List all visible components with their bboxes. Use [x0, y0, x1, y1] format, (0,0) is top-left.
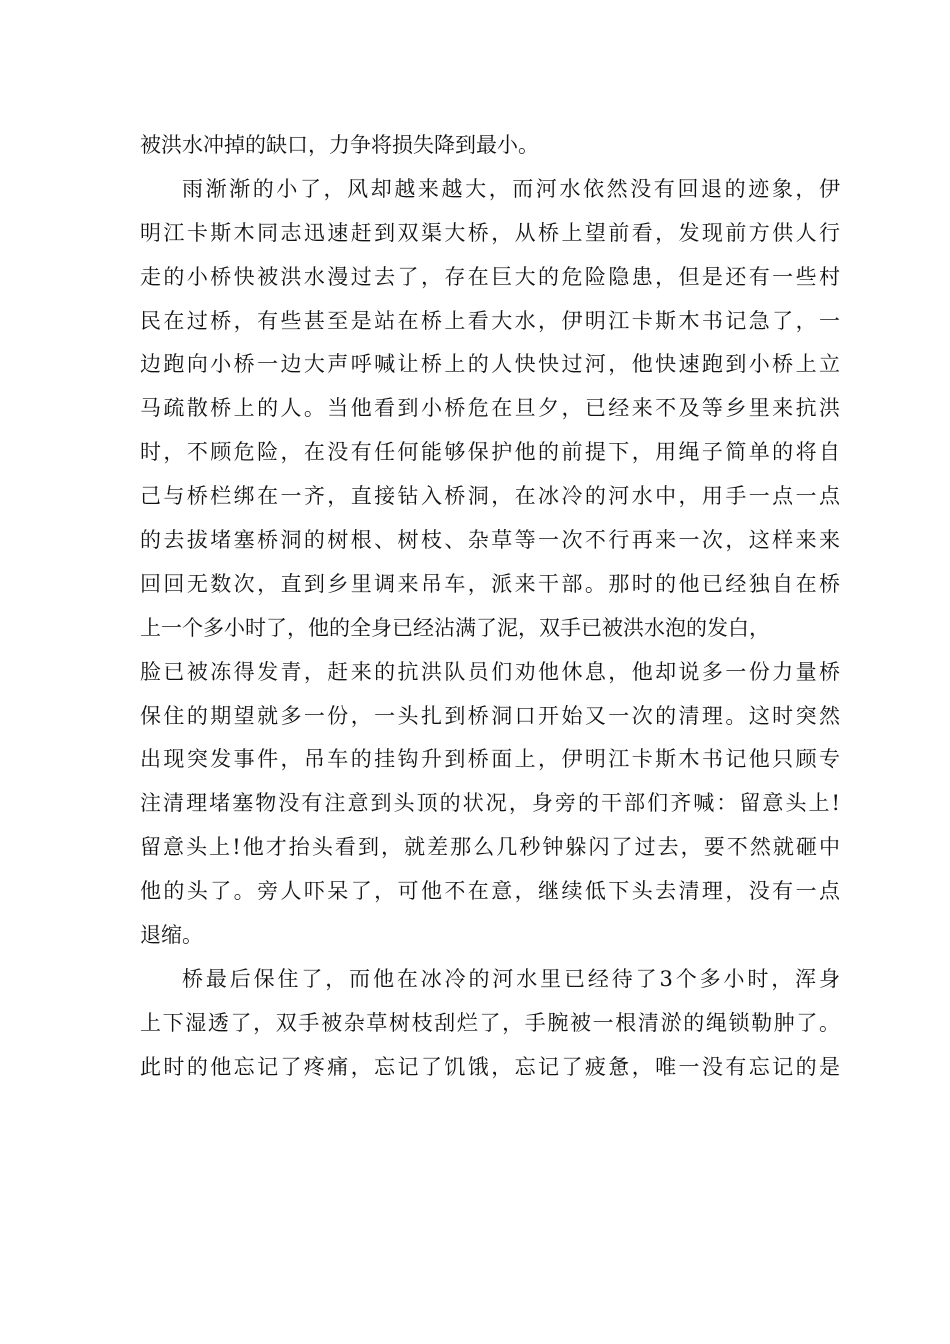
text-line: 民在过桥，有些甚至是站在桥上看大水，伊明江卡斯木书记急了，一: [140, 308, 840, 333]
text-line: 注清理堵塞物没有注意到头顶的状况，身旁的干部们齐喊：留意头上!: [140, 791, 840, 816]
text-line: 留意头上!他才抬头看到，就差那么几秒钟躲闪了过去，要不然就砸中: [140, 835, 840, 860]
text-line: 此时的他忘记了疼痛，忘记了饥饿，忘记了疲惫，唯一没有忘记的是: [140, 1054, 840, 1079]
text-line: 边跑向小桥一边大声呼喊让桥上的人快快过河，他快速跑到小桥上立: [140, 352, 840, 377]
text-line: 回回无数次，直到乡里调来吊车，派来干部。那时的他已经独自在桥: [140, 571, 840, 596]
text-line: 上下湿透了，双手被杂草树枝刮烂了，手腕被一根清淤的绳锁勒肿了。: [140, 1010, 840, 1035]
text-line: 时，不顾危险，在没有任何能够保护他的前提下，用绳子简单的将自: [140, 440, 840, 465]
text-line: 他的头了。旁人吓呆了，可他不在意，继续低下头去清理，没有一点: [140, 879, 840, 904]
text-line: 被洪水冲掉的缺口，力争将损失降到最小。: [140, 133, 539, 157]
paragraph-start-line: 雨渐渐的小了，风却越来越大，而河水依然没有回退的迹象，伊: [182, 176, 840, 201]
text-line: 明江卡斯木同志迅速赶到双渠大桥，从桥上望前看，发现前方供人行: [140, 220, 840, 245]
text-line: 脸已被冻得发青，赶来的抗洪队员们劝他休息，他却说多一份力量桥: [140, 659, 840, 684]
text-line: 的去拔堵塞桥洞的树根、树枝、杂草等一次不行再来一次，这样来来: [140, 528, 840, 553]
paragraph-start-line: 桥最后保住了，而他在冰冷的河水里已经待了3个多小时，浑身: [182, 966, 840, 991]
text-line: 出现突发事件，吊车的挂钩升到桥面上，伊明江卡斯木书记他只顾专: [140, 747, 840, 772]
text-line: 马疏散桥上的人。当他看到小桥危在旦夕，已经来不及等乡里来抗洪: [140, 396, 840, 421]
text-line: 上一个多小时了，他的全身已经沾满了泥，双手已被洪水泡的发白，: [140, 615, 770, 640]
text-line: 走的小桥快被洪水漫过去了，存在巨大的危险隐患，但是还有一些村: [140, 264, 840, 289]
text-line: 保住的期望就多一份，一头扎到桥洞口开始又一次的清理。这时突然: [140, 703, 840, 728]
text-line: 退缩。: [140, 923, 203, 948]
body-text: [140, 124, 840, 1090]
text-line: 己与桥栏绑在一齐，直接钻入桥洞，在冰冷的河水中，用手一点一点: [140, 484, 840, 509]
